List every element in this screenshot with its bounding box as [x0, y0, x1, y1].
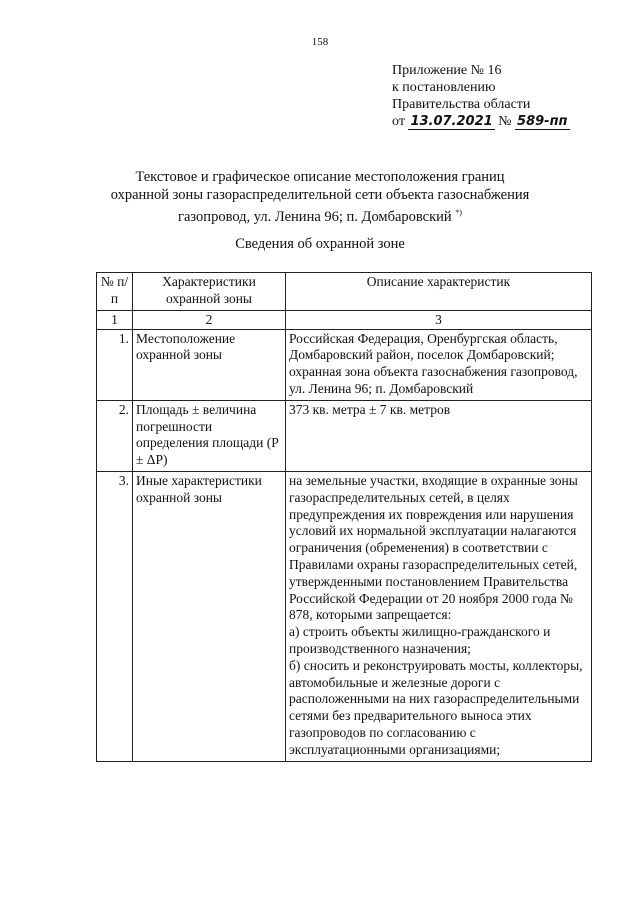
column-number-row [97, 310, 592, 329]
restriction-item-b: б) сносить и реконструировать мосты, коллекторы, автомобильные и железные дороги с расположенными на них газораспределительными сетями без предварительного выноса этих газопроводов по согласованию с эксплуатационными организациями; [289, 657, 583, 757]
row-description [286, 471, 592, 761]
appendix-header [392, 62, 570, 130]
number-prefix: № [498, 114, 512, 129]
column-number: 2 [133, 310, 286, 329]
row-characteristic: Площадь ± величина погрешности определения площади (P ± ΔP) [133, 400, 286, 471]
row-description: 373 кв. метра ± 7 кв. метров [286, 400, 592, 471]
date-prefix: от [392, 114, 405, 129]
table-row [97, 471, 592, 761]
restriction-item-a: а) строить объекты жилищно-гражданского и производственного назначения; [289, 624, 551, 656]
column-number: 3 [286, 310, 592, 329]
row-description: Российская Федерация, Оренбургская область, Домбаровский район, поселок Домбаровский; охранная зона объекта газоснабжения газопровод, ул. Ленина 96; п. Домбаровский [286, 329, 592, 400]
column-number: 1 [97, 310, 133, 329]
table-row [97, 329, 592, 400]
row-number: 1. [97, 329, 133, 400]
row-characteristic: Иные характеристики охранной зоны [133, 471, 286, 761]
header-num: № п/п [97, 273, 133, 311]
table-row [97, 400, 592, 471]
appendix-date-row [392, 113, 570, 130]
row-number: 3. [97, 471, 133, 761]
footnote-mark: *) [455, 208, 462, 217]
appendix-number: Приложение № 16 [392, 63, 502, 78]
title-line-2: охранной зоны газораспределительной сети объекта газоснабжения [110, 187, 530, 203]
page-number: 158 [311, 36, 329, 48]
table-header-row [97, 273, 592, 311]
header-description: Описание характеристик [286, 273, 592, 311]
appendix-government-label: Правительства области [392, 97, 531, 112]
title-line-1: Текстовое и графическое описание местоположения границ [135, 169, 505, 185]
document-title [60, 168, 580, 226]
handwritten-number: 589-пп [517, 114, 568, 129]
row-description-text: на земельные участки, входящие в охранные зоны газораспределительных сетей, в целях предупреждения их повреждения или нарушения условий их нормальной эксплуатации налагаются ограничения (обременения) в соответствии с Правилами охраны газораспределительных сетей, утвержденными постановлением Правительства Российской Федерации от 20 ноября 2000 года № 878, которыми запрещается: [289, 472, 578, 623]
row-number: 2. [97, 400, 133, 471]
handwritten-date: 13.07.2021 [410, 114, 493, 129]
section-subtitle: Сведения об охранной зоне [235, 236, 405, 252]
header-characteristic: Характеристики охранной зоны [133, 273, 286, 311]
appendix-resolution-label: к постановлению [392, 80, 496, 95]
zone-info-table [96, 272, 592, 762]
row-characteristic: Местоположение охранной зоны [133, 329, 286, 400]
title-line-3: газопровод, ул. Ленина 96; п. Домбаровский *) [178, 208, 462, 225]
